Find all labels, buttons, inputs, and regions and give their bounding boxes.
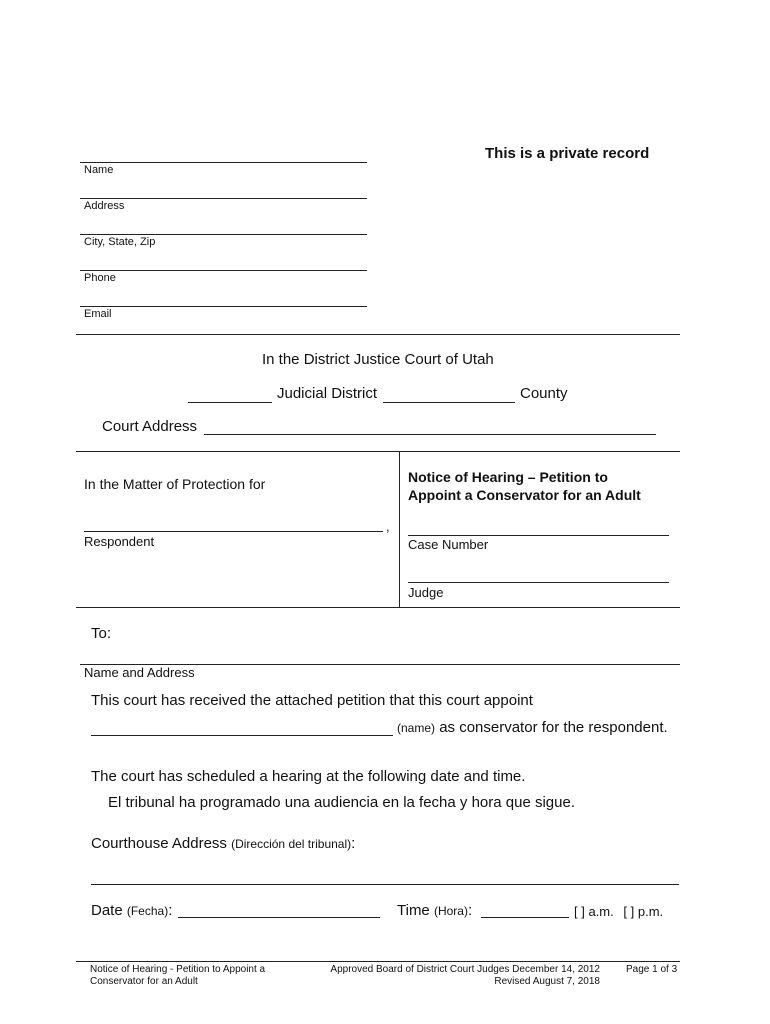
notice-title-line1: Notice of Hearing – Petition to <box>408 469 608 485</box>
conservator-line <box>397 719 668 736</box>
caption-top-border <box>76 451 680 452</box>
date-colon: : <box>168 902 173 919</box>
section-divider <box>76 334 680 335</box>
respondent-comma: , <box>386 519 390 534</box>
address-line[interactable] <box>80 198 367 199</box>
am-checkbox[interactable]: [ ] <box>574 904 585 919</box>
time-es: (Hora) <box>433 904 468 918</box>
footer-revised: Revised August 7, 2018 <box>494 976 600 987</box>
name-label: Name <box>84 164 114 176</box>
time-label <box>397 902 472 919</box>
date-label <box>91 902 172 919</box>
footer-form-title-line1: Notice of Hearing - Petition to Appoint a <box>90 964 266 975</box>
time-colon: : <box>467 902 473 919</box>
received-text: This court has received the attached petition that this court appoint <box>91 692 533 709</box>
respondent-label: Respondent <box>84 534 155 549</box>
judicial-district-label: Judicial District <box>277 385 378 402</box>
scheduled-text-en: The court has scheduled a hearing at the following date and time. <box>91 768 526 785</box>
to-label: To: <box>91 625 112 642</box>
footer-approved: Approved Board of District Court Judges December 14, 2012 <box>330 964 600 975</box>
court-address-field[interactable] <box>204 434 656 435</box>
city-state-zip-line[interactable] <box>80 234 367 235</box>
case-number-label: Case Number <box>408 537 489 552</box>
phone-label: Phone <box>84 272 116 284</box>
name-hint: (name) <box>397 721 436 735</box>
footer-form-title-line2: Conservator for an Adult <box>90 976 198 987</box>
time-field[interactable] <box>481 917 569 918</box>
notice-title <box>408 468 641 504</box>
date-text: Date <box>91 902 123 919</box>
email-label: Email <box>84 308 112 320</box>
private-record-notice: This is a private record <box>485 145 650 162</box>
am-pm-options <box>574 904 663 919</box>
notice-title-line2: Appoint a Conservator for an Adult <box>408 487 641 503</box>
courthouse-address-label <box>91 835 355 852</box>
date-es: (Fecha) <box>126 904 169 918</box>
time-text: Time <box>397 902 430 919</box>
matter-label: In the Matter of Protection for <box>84 476 266 492</box>
courthouse-address-field[interactable] <box>91 884 679 885</box>
court-title: In the District Justice Court of Utah <box>262 351 494 368</box>
courthouse-colon: : <box>351 835 356 852</box>
court-address-label: Court Address <box>102 418 198 435</box>
caption-bottom-border <box>76 607 680 608</box>
judge-field[interactable] <box>408 582 669 583</box>
judge-label: Judge <box>408 585 444 600</box>
case-number-field[interactable] <box>408 535 669 536</box>
address-label: Address <box>84 200 125 212</box>
scheduled-text-es: El tribunal ha programado una audiencia en la fecha y hora que sigue. <box>108 794 575 811</box>
email-line[interactable] <box>80 306 367 307</box>
county-field[interactable] <box>383 402 515 403</box>
courthouse-address-text: Courthouse Address <box>91 835 227 852</box>
name-and-address-label: Name and Address <box>84 665 195 680</box>
respondent-name-field[interactable] <box>84 531 383 532</box>
as-conservator-text: as conservator for the respondent. <box>439 719 668 736</box>
courthouse-address-es: (Dirección del tribunal) <box>231 837 352 851</box>
pm-label: p.m. <box>637 904 664 919</box>
footer-divider <box>76 961 680 962</box>
footer-form-title <box>90 964 265 988</box>
am-label: a.m. <box>588 904 614 919</box>
city-state-zip-label: City, State, Zip <box>84 236 156 248</box>
county-label: County <box>520 385 568 402</box>
pm-checkbox[interactable]: [ ] <box>623 904 635 919</box>
date-field[interactable] <box>178 917 380 918</box>
footer-page-number: Page 1 of 3 <box>626 964 678 975</box>
name-line[interactable] <box>80 162 367 163</box>
judicial-district-field[interactable] <box>188 402 272 403</box>
footer-approval <box>318 964 600 988</box>
conservator-name-field[interactable] <box>91 735 393 736</box>
phone-line[interactable] <box>80 270 367 271</box>
caption-divider <box>399 451 400 607</box>
